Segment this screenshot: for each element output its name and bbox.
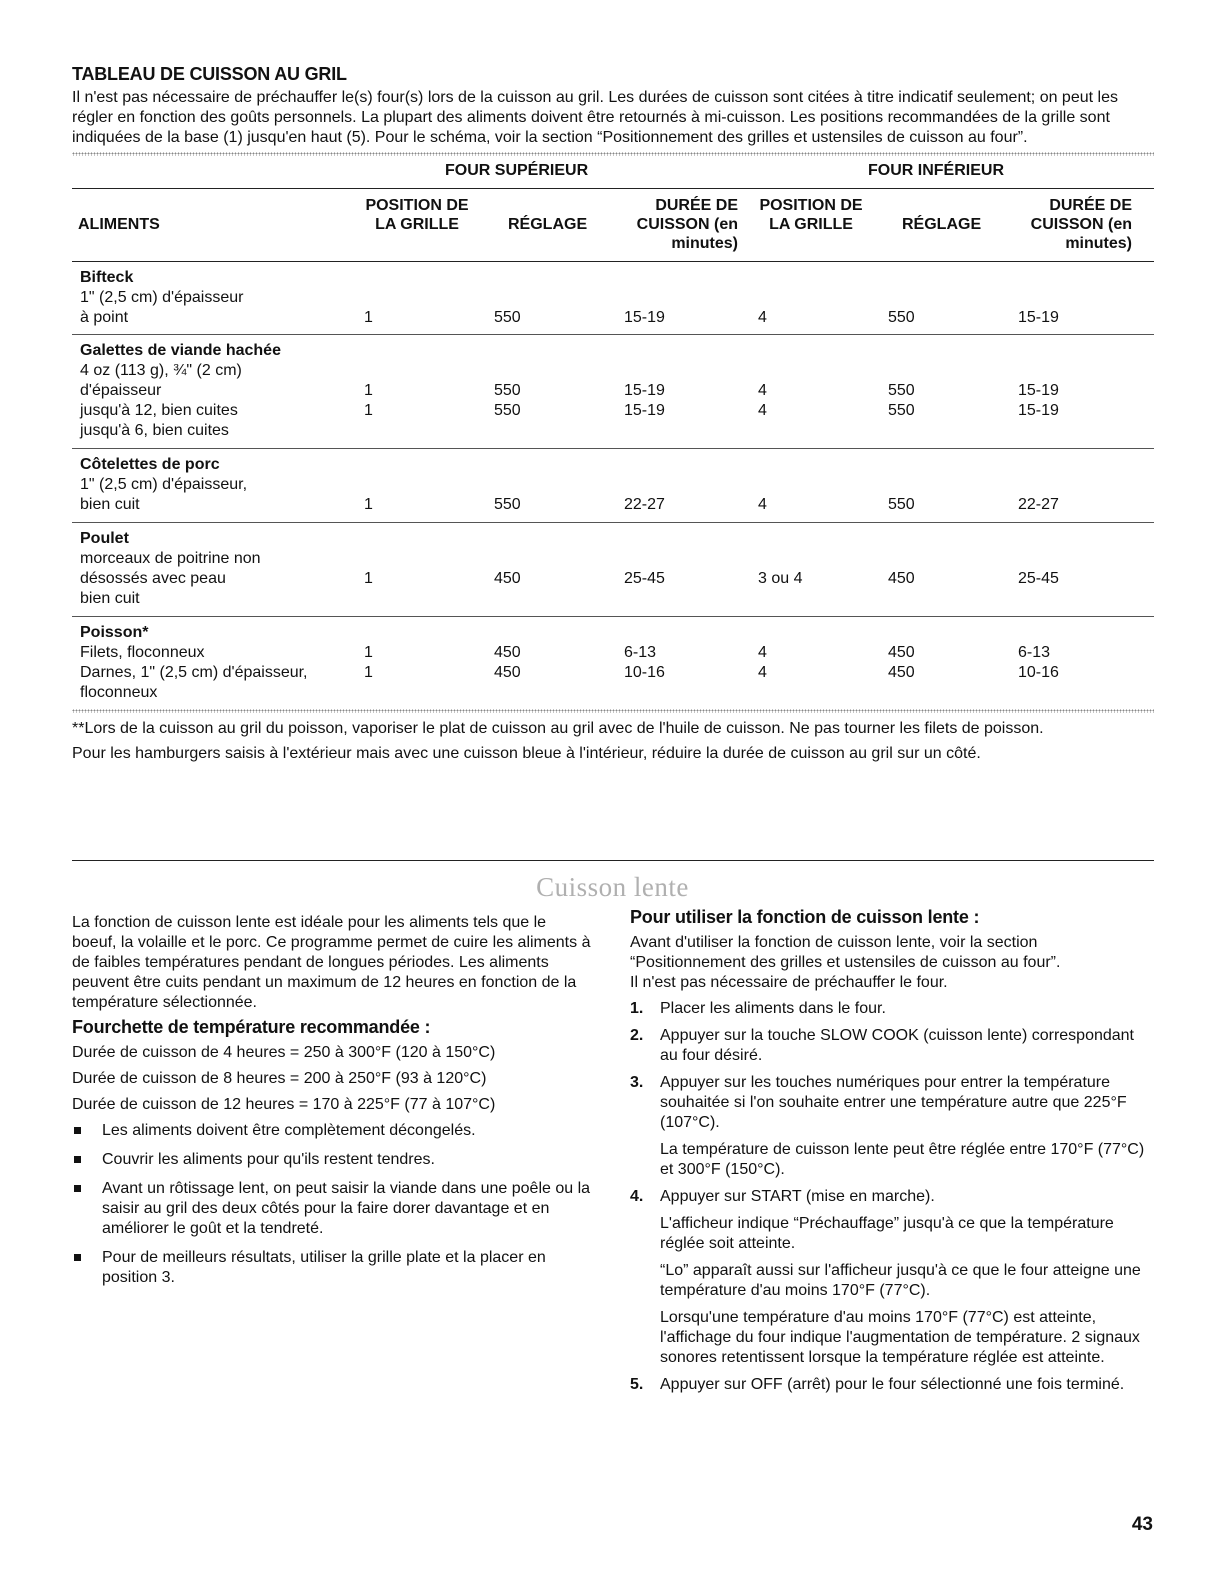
column-header-row [72, 189, 1154, 262]
dotted-divider [72, 709, 1154, 713]
lower-oven-label: FOUR INFÉRIEUR [868, 162, 1004, 179]
time-upper-cell [624, 308, 665, 328]
rack-value: 4 [758, 644, 767, 661]
list-item: Les aliments doivent être complètement décongelés. [72, 1121, 592, 1141]
slow-cook-title: Cuisson lente [536, 872, 689, 902]
col-time-lower: DURÉE DE CUISSON (en minutes) [1030, 197, 1132, 252]
food-name: Poisson* [80, 624, 149, 641]
setting-value: 550 [494, 382, 521, 399]
food-cell [80, 455, 370, 515]
section-divider [72, 860, 1154, 861]
food-name: Galettes de viande hachée [80, 342, 281, 359]
time-value: 10-16 [1018, 664, 1059, 681]
col-setting-upper: RÉGLAGE [508, 216, 588, 233]
rack-lower-cell [758, 495, 767, 515]
food-detail: Filets, floconneux [80, 644, 205, 661]
food-detail: d'épaisseur [80, 382, 162, 399]
rack-value: 3 ou 4 [758, 570, 803, 587]
food-detail: jusqu'à 12, bien cuites [80, 402, 238, 419]
time-value: 25-45 [1018, 570, 1059, 587]
rack-upper-cell [364, 495, 373, 515]
food-cell [80, 529, 370, 609]
grill-section [72, 64, 1154, 769]
rack-lower-cell [758, 308, 767, 328]
rack-value: 1 [364, 644, 373, 661]
oven-group-header [72, 156, 1154, 189]
step-number: 3. [630, 1074, 644, 1091]
step-item [630, 1187, 1154, 1368]
slow-cook-right-column [630, 907, 1154, 1402]
food-cell [80, 268, 370, 328]
step-text: Appuyer sur les touches numériques pour entrer la température souhaitée si l'on souhaite entrer une température autre que 225°F (107°C). [660, 1074, 1127, 1131]
time-value: 22-27 [1018, 496, 1059, 513]
grill-intro: Il n'est pas nécessaire de préchauffer le(s) four(s) lors de la cuisson au gril. Les durées de cuisson sont citées à titre indicatif seulement; on peut les régler en fonction des goûts personnels. La plupart des aliments doivent être retournés à mi-cuisson. Les positions recommandées de la grille sont indiquées de la base (1) jusqu'en haut (5). Pour le schéma, voir la section “Positionnement des grilles et ustensiles de cuisson au four”. [72, 89, 1118, 146]
hamburger-note: Pour les hamburgers saisis à l'extérieur mais avec une cuisson bleue à l'intérieur, réduire la durée de cuisson au gril sur un côté. [72, 745, 981, 762]
food-name: Côtelettes de porc [80, 456, 220, 473]
setting-lower-cell [888, 308, 915, 328]
step-item [630, 1073, 1154, 1180]
time-upper-cell [624, 495, 665, 515]
rack-value: 4 [758, 309, 767, 326]
setting-value: 550 [888, 382, 915, 399]
step-text: Placer les aliments dans le four. [660, 1000, 886, 1017]
step-subtext: “Lo” apparaît aussi sur l'afficheur jusqu'à ce que le four atteigne une température d'au moins 170°F (77°C). [660, 1262, 1141, 1299]
food-name: Bifteck [80, 269, 134, 286]
time-value: 22-27 [624, 496, 665, 513]
rack-value: 1 [364, 496, 373, 513]
step-number: 4. [630, 1188, 644, 1205]
grill-table [72, 156, 1154, 709]
time-value: 6-13 [624, 644, 657, 661]
food-detail: Darnes, 1" (2,5 cm) d'épaisseur, [80, 664, 308, 681]
rack-lower-cell [758, 381, 767, 421]
rack-upper-cell [364, 381, 373, 421]
step-item [630, 1026, 1154, 1066]
step-text: Appuyer sur START (mise en marche). [660, 1188, 935, 1205]
rack-value: 4 [758, 496, 767, 513]
time-value: 15-19 [1018, 402, 1059, 419]
time-lower-cell [1018, 569, 1059, 589]
rack-upper-cell [364, 569, 373, 589]
duration-line: Durée de cuisson de 8 heures = 200 à 250°F (93 à 120°C) [72, 1070, 487, 1087]
time-value: 25-45 [624, 570, 665, 587]
food-detail: 4 oz (113 g), ¾" (2 cm) [80, 362, 242, 379]
setting-upper-cell [494, 643, 521, 683]
col-food: ALIMENTS [78, 216, 160, 233]
food-cell [80, 341, 370, 441]
list-item: Couvrir les aliments pour qu'ils restent tendres. [72, 1150, 592, 1170]
food-detail: floconneux [80, 684, 158, 701]
setting-value: 450 [494, 570, 521, 587]
slow-cook-left-column [72, 913, 592, 1297]
col-time-upper: DURÉE DE CUISSON (en minutes) [636, 197, 738, 252]
rack-value: 1 [364, 382, 373, 399]
table-row [72, 617, 1154, 709]
rack-upper-cell [364, 643, 373, 683]
setting-value: 550 [494, 496, 521, 513]
time-value: 15-19 [1018, 382, 1059, 399]
rack-value: 1 [364, 309, 373, 326]
steps-list [630, 999, 1154, 1395]
page-number: 43 [1131, 1514, 1153, 1535]
step-subtext: L'afficheur indique “Préchauffage” jusqu'à ce que la température réglée soit atteinte. [660, 1215, 1114, 1252]
setting-value: 550 [494, 309, 521, 326]
grill-footnotes [72, 719, 1154, 764]
setting-lower-cell [888, 569, 915, 589]
slow-cook-intro: La fonction de cuisson lente est idéale pour les aliments tels que le boeuf, la volaille et le porc. Ce programme permet de cuire les aliments à de faibles températures pendant de longues périodes. Les aliments peuvent être cuits pendant un maximum de 12 heures en fonction de la température sélectionnée. [72, 914, 591, 1011]
time-value: 15-19 [1018, 309, 1059, 326]
setting-value: 450 [494, 664, 521, 681]
time-value: 15-19 [624, 402, 665, 419]
step-number: 2. [630, 1027, 644, 1044]
upper-oven-label: FOUR SUPÉRIEUR [445, 162, 589, 179]
rack-lower-cell [758, 569, 802, 589]
setting-value: 450 [888, 664, 915, 681]
duration-line: Durée de cuisson de 12 heures = 170 à 225°F (77 à 107°C) [72, 1096, 496, 1113]
time-lower-cell [1018, 381, 1059, 421]
setting-lower-cell [888, 495, 915, 515]
food-detail: bien cuit [80, 496, 140, 513]
step-text: Appuyer sur la touche SLOW COOK (cuisson lente) correspondant au four désiré. [660, 1027, 1134, 1064]
food-detail: jusqu'à 6, bien cuites [80, 422, 229, 439]
setting-value: 550 [888, 402, 915, 419]
time-lower-cell [1018, 643, 1059, 683]
setting-upper-cell [494, 569, 521, 589]
setting-lower-cell [888, 643, 915, 683]
food-detail: 1" (2,5 cm) d'épaisseur [80, 289, 244, 306]
time-upper-cell [624, 643, 665, 683]
time-upper-cell [624, 569, 665, 589]
time-lower-cell [1018, 308, 1059, 328]
rack-value: 1 [364, 402, 373, 419]
rack-value: 1 [364, 570, 373, 587]
food-detail: désossés avec peau [80, 570, 226, 587]
time-upper-cell [624, 381, 665, 421]
food-cell [80, 623, 370, 703]
col-setting-lower: RÉGLAGE [902, 216, 982, 233]
setting-value: 450 [888, 644, 915, 661]
food-detail: à point [80, 309, 129, 326]
rack-value: 4 [758, 402, 767, 419]
col-rack-lower: POSITION DE LA GRILLE [759, 197, 863, 233]
setting-value: 550 [888, 309, 915, 326]
tips-list [72, 1121, 592, 1288]
food-detail: bien cuit [80, 590, 140, 607]
time-value: 15-19 [624, 309, 665, 326]
time-value: 10-16 [624, 664, 665, 681]
step-number: 5. [630, 1376, 644, 1393]
time-value: 15-19 [624, 382, 665, 399]
rack-value: 4 [758, 664, 767, 681]
step-subtext: La température de cuisson lente peut être réglée entre 170°F (77°C) et 300°F (150°C). [660, 1141, 1145, 1178]
rack-lower-cell [758, 643, 767, 683]
col-rack-upper: POSITION DE LA GRILLE [365, 197, 469, 233]
step-number: 1. [630, 1000, 644, 1017]
list-item: Avant un rôtissage lent, on peut saisir la viande dans une poêle ou la saisir au gril des deux côtés pour la faire dorer davantage et en améliorer le goût et la tendreté. [72, 1179, 592, 1239]
step-item [630, 1375, 1154, 1395]
setting-upper-cell [494, 381, 521, 421]
step-item [630, 999, 1154, 1019]
how-to-use-heading: Pour utiliser la fonction de cuisson lente : [630, 907, 980, 927]
setting-value: 550 [494, 402, 521, 419]
rack-value: 4 [758, 382, 767, 399]
time-value: 6-13 [1018, 644, 1051, 661]
list-item: Pour de meilleurs résultats, utiliser la grille plate et la placer en position 3. [72, 1248, 592, 1288]
setting-upper-cell [494, 308, 521, 328]
step-text: Appuyer sur OFF (arrêt) pour le four sélectionné une fois terminé. [660, 1376, 1125, 1393]
time-lower-cell [1018, 495, 1059, 515]
table-row [72, 523, 1154, 617]
setting-upper-cell [494, 495, 521, 515]
table-row [72, 335, 1154, 449]
fish-footnote: **Lors de la cuisson au gril du poisson, vaporiser le plat de cuisson au gril avec de l'huile de cuisson. Ne pas tourner les filets de poisson. [72, 720, 1044, 737]
how-to-intro: Avant d'utiliser la fonction de cuisson lente, voir la section “Positionnement des grilles et ustensiles de cuisson au four”. [630, 934, 1061, 971]
table-row [72, 262, 1154, 335]
food-detail: morceaux de poitrine non [80, 550, 261, 567]
table-row [72, 449, 1154, 523]
setting-value: 450 [494, 644, 521, 661]
food-name: Poulet [80, 530, 129, 547]
setting-lower-cell [888, 381, 915, 421]
step-subtext: Lorsqu'une température d'au moins 170°F (77°C) est atteinte, l'affichage du four indique l'augmentation de température. 2 signaux sonores retentissent lorsque la température réglée est atteinte. [660, 1309, 1140, 1366]
food-detail: 1" (2,5 cm) d'épaisseur, [80, 476, 248, 493]
rack-upper-cell [364, 308, 373, 328]
setting-value: 450 [888, 570, 915, 587]
how-to-note: Il n'est pas nécessaire de préchauffer le four. [630, 974, 948, 991]
temp-range-heading: Fourchette de température recommandée : [72, 1017, 431, 1037]
rack-value: 1 [364, 664, 373, 681]
grill-table-title: TABLEAU DE CUISSON AU GRIL [72, 64, 347, 84]
setting-value: 550 [888, 496, 915, 513]
duration-line: Durée de cuisson de 4 heures = 250 à 300°F (120 à 150°C) [72, 1044, 496, 1061]
